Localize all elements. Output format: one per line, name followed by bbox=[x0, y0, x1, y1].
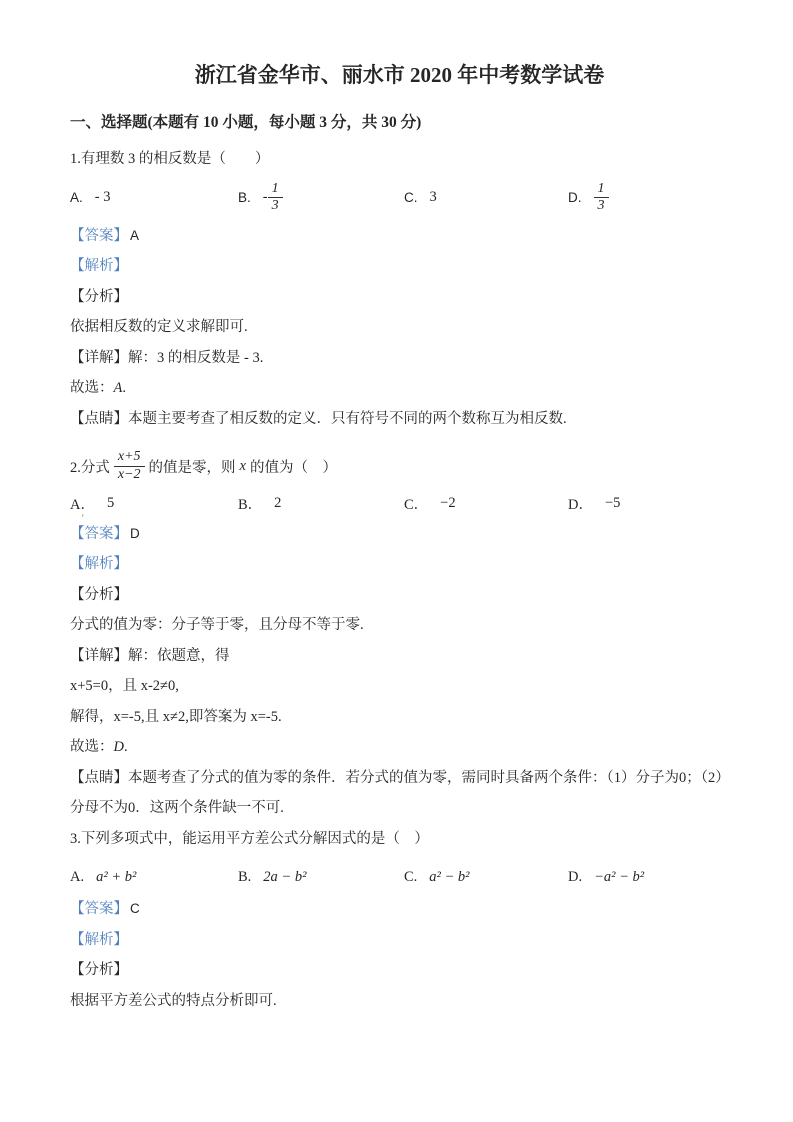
q2-stem-variable: x bbox=[239, 457, 246, 474]
jiexi-label: 【解析】 bbox=[70, 556, 128, 572]
q3-option-b bbox=[238, 869, 404, 886]
q2-guxuan-prefix: 故选： bbox=[70, 739, 114, 755]
q3-option-d bbox=[568, 869, 729, 886]
q1-fenxi-text: 依据相反数的定义求解即可. bbox=[70, 319, 248, 335]
q1-jiexi-line bbox=[70, 251, 729, 282]
q2-option-d-value: −5 bbox=[604, 494, 621, 511]
q1-guxuan-suffix: . bbox=[122, 380, 126, 396]
q3-jiexi-line bbox=[70, 925, 729, 956]
q2-xiangjie-line bbox=[70, 641, 729, 672]
q2-dianjing-text: 本题考查了分式的值为零的条件．若分式的值为零，需同时具备两个条件：（1）分子为0；（2）分母不为0．这两个条件缺一不可. bbox=[70, 769, 723, 816]
q2-option-d bbox=[568, 493, 729, 514]
q1-option-d-denominator: 3 bbox=[594, 197, 609, 214]
dianjing-label: 【点睛】 bbox=[70, 769, 128, 786]
q3-option-d-label: D. bbox=[568, 868, 583, 885]
q1-options-row bbox=[70, 175, 729, 221]
q1-option-b-numerator: 1 bbox=[271, 180, 279, 196]
xiangjie-label: 【详解】 bbox=[70, 349, 128, 366]
q2-option-c bbox=[404, 493, 568, 514]
q3-option-a-label: A. bbox=[70, 868, 85, 885]
q1-option-d-numerator: 1 bbox=[597, 180, 605, 196]
q2-stem-suffix: 的值为（ ） bbox=[249, 459, 337, 476]
q2-option-c-value: −2 bbox=[440, 494, 456, 511]
q2-stem-prefix: 2.分式 bbox=[70, 459, 110, 476]
jiexi-label: 【解析】 bbox=[70, 931, 128, 948]
xiangjie-label: 【详解】 bbox=[70, 647, 128, 664]
q2-dianjing-line bbox=[70, 763, 729, 824]
q1-option-d-fraction bbox=[594, 181, 609, 214]
q1-option-a bbox=[70, 189, 238, 206]
q2-option-a bbox=[70, 493, 238, 514]
q3-fenxi-line bbox=[70, 955, 729, 986]
q2-option-b-value: 2 bbox=[274, 494, 282, 511]
q1-guxuan-letter: A bbox=[113, 380, 123, 396]
q1-guxuan-line bbox=[70, 373, 729, 404]
q1-option-c-value: 3 bbox=[429, 189, 437, 205]
q2-guxuan-line bbox=[70, 732, 729, 763]
answer-label: 【答案】 bbox=[70, 525, 128, 542]
fenxi-label: 【分析】 bbox=[70, 962, 128, 978]
stray-mark: ' bbox=[82, 513, 84, 523]
q1-dianjing-text: 本题主要考查了相反数的定义．只有符号不同的两个数称互为相反数. bbox=[128, 410, 567, 427]
q2-fenxi-text: 分式的值为零：分子等于零，且分母不等于零. bbox=[70, 617, 364, 633]
q1-stem: 1.有理数 3 的相反数是（ ） bbox=[70, 151, 270, 167]
q3-option-d-value: −a² − b² bbox=[594, 868, 645, 885]
q1-dianjing-line bbox=[70, 404, 729, 435]
q1-guxuan-prefix: 故选： bbox=[70, 380, 114, 396]
fenxi-label: 【分析】 bbox=[70, 288, 128, 305]
q2-work-line-2: 解得，x=-5,且 x≠2,即答案为 x=-5. bbox=[70, 708, 282, 725]
q1-option-b-sign: - bbox=[262, 189, 268, 205]
q2-option-b-label: B． bbox=[238, 496, 263, 513]
q1-option-c bbox=[404, 189, 568, 206]
q1-option-d-label: D. bbox=[568, 190, 582, 205]
q1-option-d bbox=[568, 181, 729, 214]
q1-option-a-value: - 3 bbox=[94, 189, 111, 205]
q3-option-c-value: a² − b² bbox=[429, 868, 470, 885]
q2-stem-fraction bbox=[114, 449, 145, 482]
q1-option-b-label: B. bbox=[238, 190, 251, 205]
q2-work-line-1: x+5=0，且 x-2≠0, bbox=[70, 678, 179, 694]
q1-xiangjie-text: 解：3 的相反数是 - 3. bbox=[128, 349, 264, 366]
q1-option-c-label: C. bbox=[404, 190, 418, 205]
q2-option-c-label: C． bbox=[404, 496, 429, 513]
q1-option-a-label: A. bbox=[70, 190, 83, 205]
q2-guxuan-suffix: . bbox=[123, 739, 128, 755]
q2-answer-line bbox=[70, 519, 729, 550]
q3-option-b-value: 2a − b² bbox=[263, 868, 307, 885]
q3-option-c-label: C. bbox=[404, 868, 418, 885]
q2-option-b bbox=[238, 493, 404, 514]
jiexi-label: 【解析】 bbox=[70, 258, 128, 274]
q3-stem: 3.下列多项式中，能运用平方差公式分解因式的是（ ） bbox=[70, 830, 429, 847]
q3-answer-line bbox=[70, 894, 729, 925]
fenxi-label: 【分析】 bbox=[70, 586, 128, 603]
q3-answer-letter: C bbox=[130, 901, 140, 916]
q1-answer-line bbox=[70, 221, 729, 252]
q3-fenxi-text: 根据平方差公式的特点分析即可. bbox=[70, 992, 277, 1009]
q3-options-row bbox=[70, 860, 729, 894]
q1-option-b-fraction bbox=[268, 181, 283, 214]
q3-option-a-value: a² + b² bbox=[96, 868, 137, 885]
q1-fenxi-line bbox=[70, 282, 729, 313]
q2-xiangjie-text: 解：依题意，得 bbox=[128, 647, 230, 664]
q2-fraction-numerator: x+5 bbox=[117, 449, 141, 465]
q2-option-a-value: 5 bbox=[106, 494, 115, 511]
page-title: 浙江省金华市、丽水市 2020 年中考数学试卷 bbox=[194, 63, 605, 87]
q1-answer-letter: A bbox=[130, 227, 140, 243]
q2-option-d-label: D． bbox=[568, 496, 593, 513]
q2-fraction-denominator: x−2 bbox=[114, 466, 145, 483]
answer-label: 【答案】 bbox=[70, 227, 128, 244]
q2-fenxi-line bbox=[70, 580, 729, 611]
answer-label: 【答案】 bbox=[70, 901, 128, 917]
q2-stem bbox=[70, 444, 729, 488]
q2-answer-letter: D bbox=[130, 525, 140, 541]
q3-option-c bbox=[404, 869, 568, 886]
q2-option-a-label: A． bbox=[70, 496, 95, 513]
q2-options-row bbox=[70, 488, 729, 523]
q1-option-b-denominator: 3 bbox=[268, 197, 283, 214]
q2-stem-mid: 的值是零，则 bbox=[148, 459, 236, 476]
q1-option-b bbox=[238, 181, 404, 214]
q2-jiexi-line bbox=[70, 549, 729, 580]
dianjing-label: 【点睛】 bbox=[70, 410, 128, 427]
section-header: 一、选择题(本题有 10 小题，每小题 3 分，共 30 分) bbox=[70, 114, 422, 131]
q3-option-a bbox=[70, 869, 238, 886]
q1-xiangjie-line bbox=[70, 343, 729, 374]
q3-option-b-label: B. bbox=[238, 868, 252, 885]
q2-guxuan-letter: D bbox=[113, 739, 124, 755]
